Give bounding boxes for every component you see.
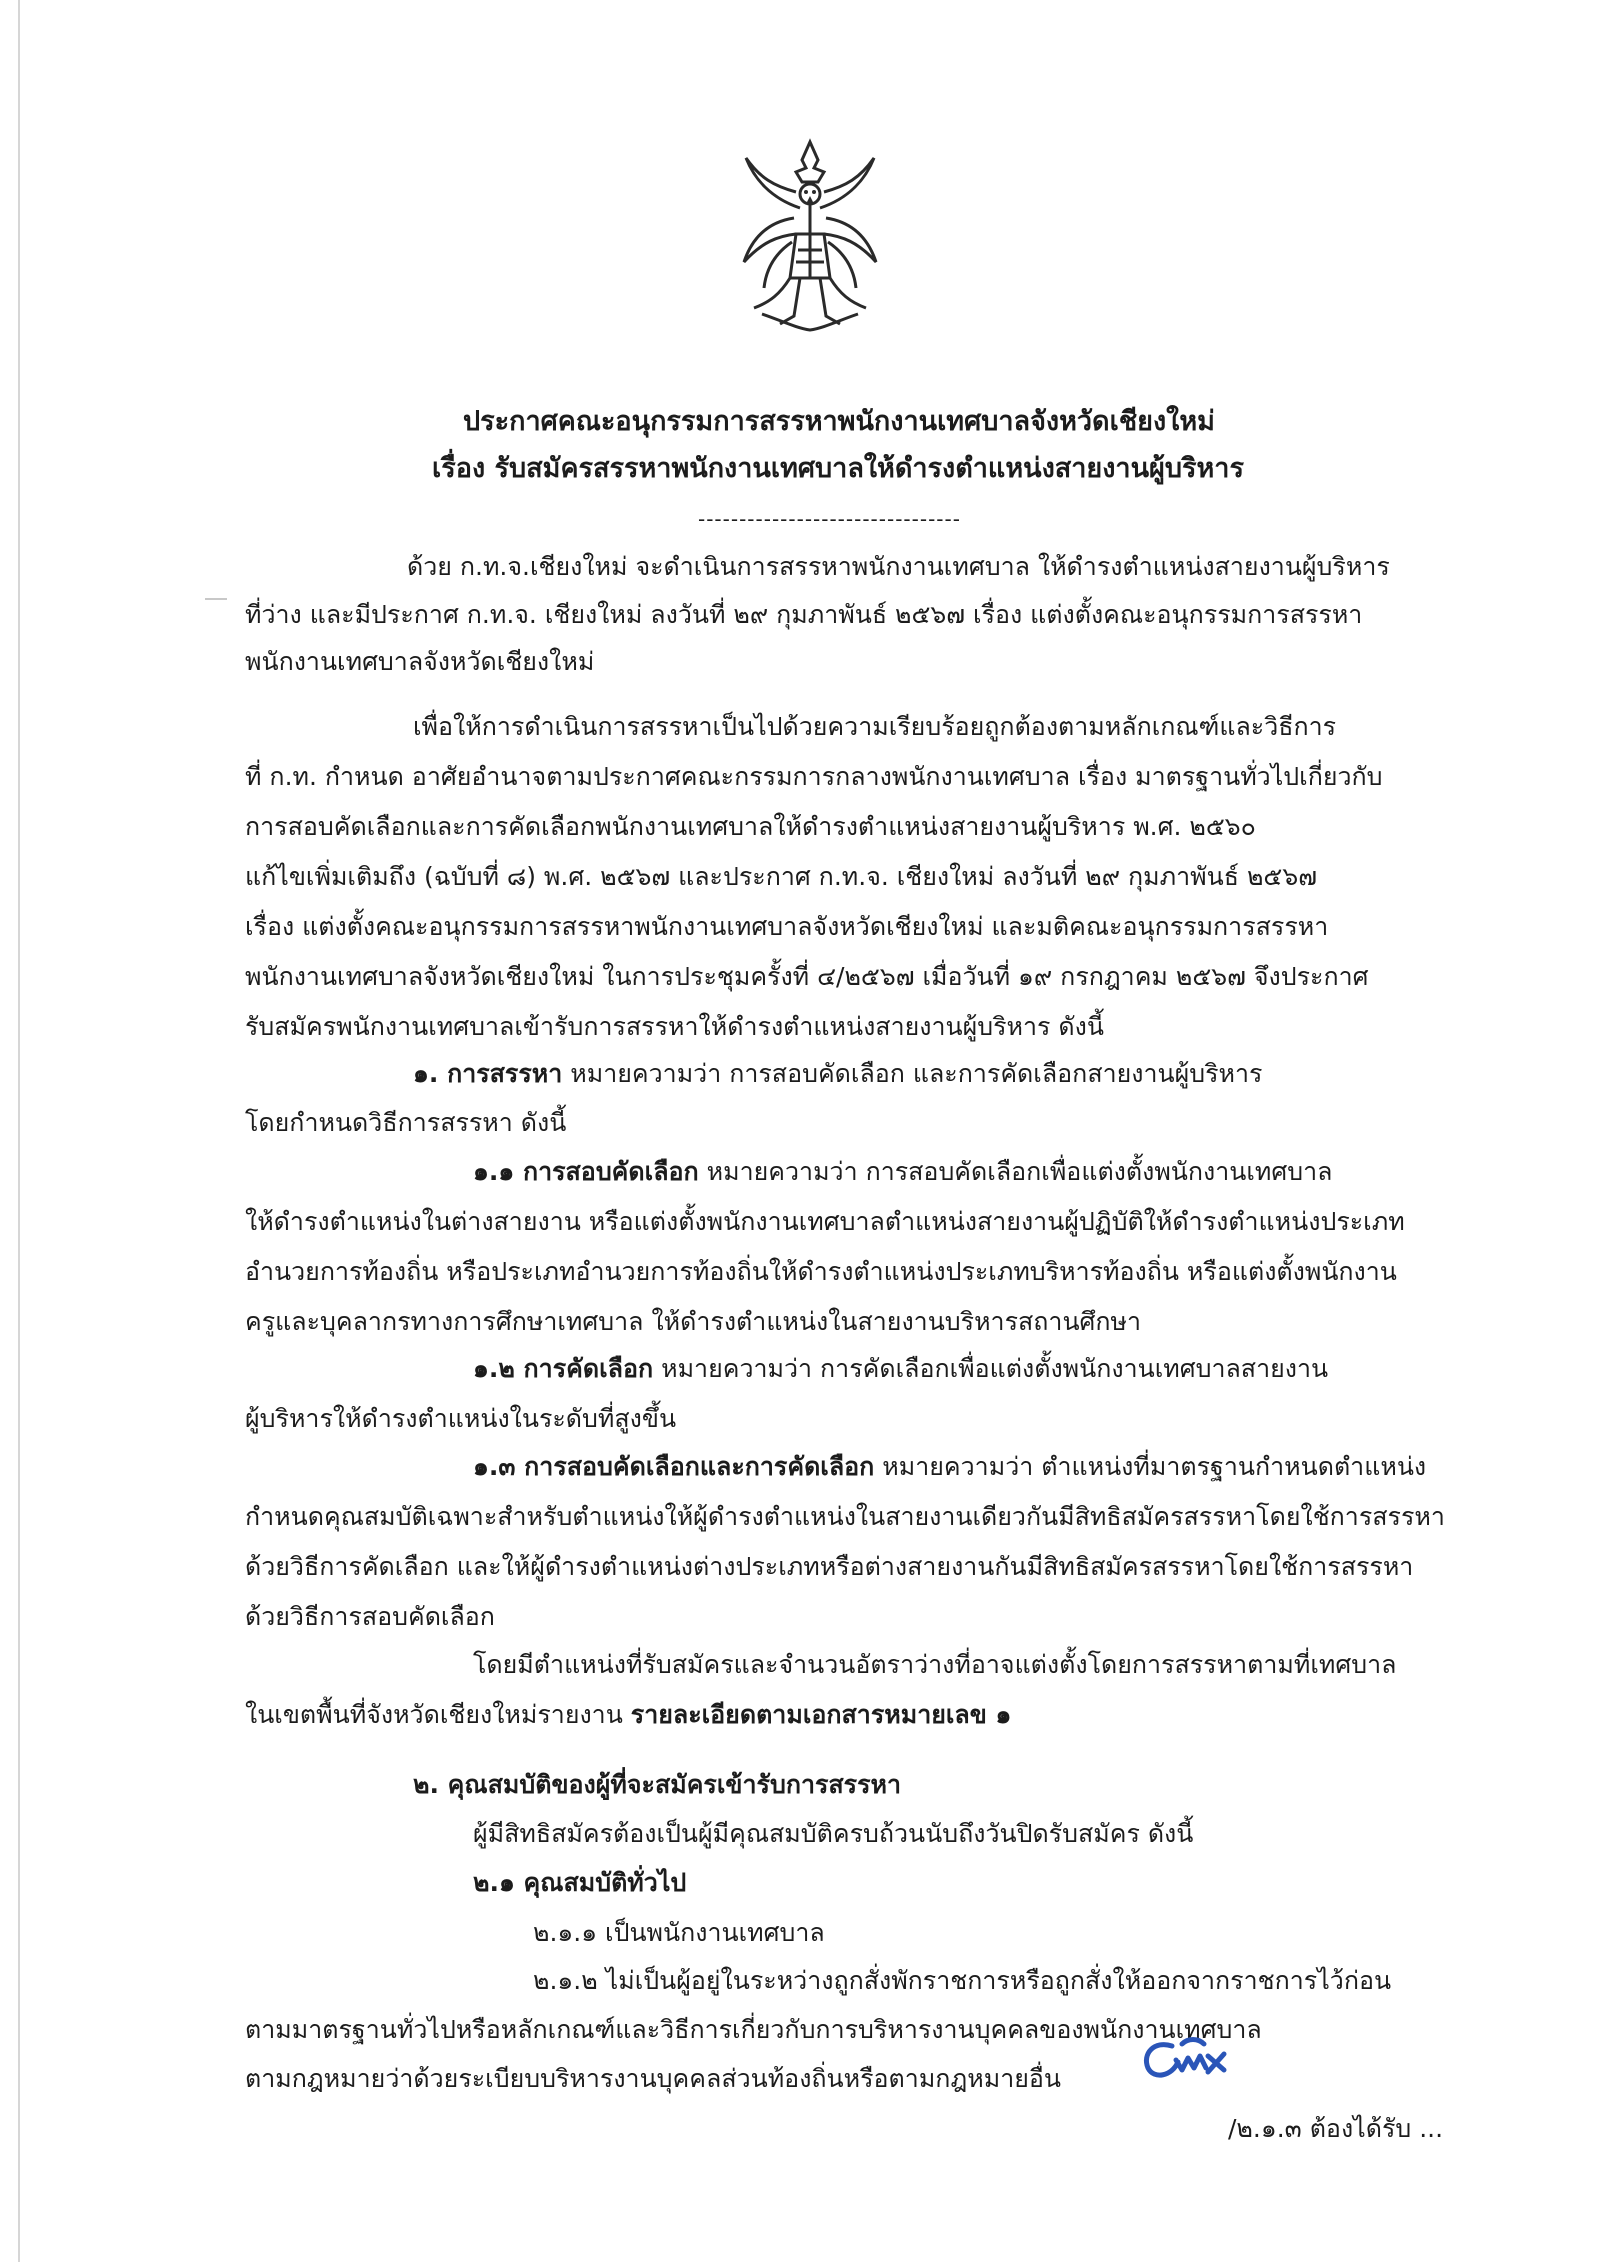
section-1-3-heading: ๑.๓ การสอบคัดเลือกและการคัดเลือก (473, 1452, 875, 1481)
intro-line: ที่ว่าง และมีประกาศ ก.ท.จ. เชียงใหม่ ลงวันที่ ๒๙ กุมภาพันธ์ ๒๕๖๗ เรื่อง แต่งตั้งคณะอนุกรรมการสรรหา (245, 600, 1363, 629)
scan-edge-line (18, 0, 20, 2262)
signature-initials-icon (1138, 2030, 1248, 2086)
paragraph-line: ที่ ก.ท. กำหนด อาศัยอำนาจตามประกาศคณะกรรมการกลางพนักงานเทศบาล เรื่อง มาตรฐานทั่วไปเกี่ยวกับ (245, 762, 1383, 791)
paragraph-line: การสอบคัดเลือกและการคัดเลือกพนักงานเทศบาลให้ดำรงตำแหน่งสายงานผู้บริหาร พ.ศ. ๒๕๖๐ (245, 812, 1256, 841)
section-1-1-line (473, 1155, 1333, 1189)
section-1-text: หมายความว่า การสอบคัดเลือก และการคัดเลือกสายงานผู้บริหาร (562, 1059, 1263, 1088)
section-1-3-line: ด้วยวิธีการคัดเลือก และให้ผู้ดำรงตำแหน่งต่างประเภทหรือต่างสายงานกันมีสิทธิสมัครสรรหาโดยใช้การสรรหา (245, 1552, 1414, 1581)
section-1-heading: ๑. การสรรหา (413, 1059, 563, 1088)
section-2-line: ผู้มีสิทธิสมัครต้องเป็นผู้มีคุณสมบัติครบถ้วนนับถึงวันปิดรับสมัคร ดังนี้ (473, 1819, 1194, 1848)
paragraph-line: เพื่อให้การดำเนินการสรรหาเป็นไปด้วยความเรียบร้อยถูกต้องตามหลักเกณฑ์และวิธีการ (413, 712, 1337, 741)
intro-line: ด้วย ก.ท.จ.เชียงใหม่ จะดำเนินการสรรหาพนักงานเทศบาล ให้ดำรงตำแหน่งสายงานผู้บริหาร (407, 552, 1390, 581)
section-2-1-2-line: ๒.๑.๒ ไม่เป็นผู้อยู่ในระหว่างถูกสั่งพักราชการหรือถูกสั่งให้ออกจากราชการไว้ก่อน (533, 1966, 1392, 1995)
paragraph-line: พนักงานเทศบาลจังหวัดเชียงใหม่ ในการประชุมครั้งที่ ๔/๒๕๖๗ เมื่อวันที่ ๑๙ กรกฎาคม ๒๕๖๗ จึงประกาศ (245, 962, 1369, 991)
positions-text: ในเขตพื้นที่จังหวัดเชียงใหม่รายงาน (245, 1700, 631, 1729)
attachment-reference: รายละเอียดตามเอกสารหมายเลข ๑ (630, 1700, 1012, 1729)
section-2-1-heading: ๒.๑ คุณสมบัติทั่วไป (473, 1868, 687, 1897)
title-separator: -------------------------------- (698, 507, 961, 531)
section-2-1-2-line: ตามมาตรฐานทั่วไปหรือหลักเกณฑ์และวิธีการเกี่ยวกับการบริหารงานบุคคลของพนักงานเทศบาล (245, 2015, 1262, 2044)
section-2-heading: ๒. คุณสมบัติของผู้ที่จะสมัครเข้ารับการสรรหา (413, 1770, 902, 1799)
announcement-subject: เรื่อง รับสมัครสรรหาพนักงานเทศบาลให้ดำรงตำแหน่งสายงานผู้บริหาร (432, 453, 1244, 484)
section-1-1-heading: ๑.๑ การสอบคัดเลือก (473, 1157, 699, 1186)
page-continuation: /๒.๑.๓ ต้องได้รับ ... (1228, 2114, 1444, 2143)
section-1-1-line: ให้ดำรงตำแหน่งในต่างสายงาน หรือแต่งตั้งพนักงานเทศบาลตำแหน่งสายงานผู้ปฏิบัติให้ดำรงตำแหน่งประเภท (245, 1207, 1405, 1236)
positions-line: โดยมีตำแหน่งที่รับสมัครและจำนวนอัตราว่างที่อาจแต่งตั้งโดยการสรรหาตามที่เทศบาล (473, 1650, 1397, 1679)
section-1-2-line: ผู้บริหารให้ดำรงตำแหน่งในระดับที่สูงขึ้น (245, 1404, 677, 1433)
section-1-1-line: อำนวยการท้องถิ่น หรือประเภทอำนวยการท้องถิ่นให้ดำรงตำแหน่งประเภทบริหารท้องถิ่น หรือแต่งตั้งพนักงาน (245, 1257, 1397, 1286)
announcement-title: ประกาศคณะอนุกรรมการสรรหาพนักงานเทศบาลจังหวัดเชียงใหม่ (463, 406, 1215, 437)
section-1-line (413, 1057, 1262, 1091)
section-2-1-1-line: ๒.๑.๑ เป็นพนักงานเทศบาล (533, 1918, 825, 1947)
paragraph-line: แก้ไขเพิ่มเติมถึง (ฉบับที่ ๘) พ.ศ. ๒๕๖๗ และประกาศ ก.ท.จ. เชียงใหม่ ลงวันที่ ๒๙ กุมภาพันธ์ ๒๕๖๗ (245, 862, 1318, 891)
section-1-3-text: หมายความว่า ตำแหน่งที่มาตรฐานกำหนดตำแหน่ง (874, 1452, 1427, 1481)
section-1-2-text: หมายความว่า การคัดเลือกเพื่อแต่งตั้งพนักงานเทศบาลสายงาน (653, 1354, 1329, 1383)
section-1-3-line: ด้วยวิธีการสอบคัดเลือก (245, 1602, 495, 1631)
section-1-2-heading: ๑.๒ การคัดเลือก (473, 1354, 654, 1383)
intro-line: พนักงานเทศบาลจังหวัดเชียงใหม่ (245, 647, 595, 676)
positions-line (245, 1698, 1011, 1732)
paragraph-line: รับสมัครพนักงานเทศบาลเข้ารับการสรรหาให้ดำรงตำแหน่งสายงานผู้บริหาร ดังนี้ (245, 1012, 1104, 1041)
section-1-3-line (473, 1450, 1426, 1484)
section-1-1-line: ครูและบุคลากรทางการศึกษาเทศบาล ให้ดำรงตำแหน่งในสายงานบริหารสถานศึกษา (245, 1307, 1142, 1336)
paragraph-line: เรื่อง แต่งตั้งคณะอนุกรรมการสรรหาพนักงานเทศบาลจังหวัดเชียงใหม่ และมติคณะอนุกรรมการสรรหา (245, 912, 1329, 941)
scan-mark (205, 598, 227, 600)
garuda-emblem-icon (740, 138, 880, 334)
section-2-1-2-line: ตามกฎหมายว่าด้วยระเบียบบริหารงานบุคคลส่วนท้องถิ่นหรือตามกฎหมายอื่น (245, 2064, 1061, 2093)
section-1-3-line: กำหนดคุณสมบัติเฉพาะสำหรับตำแหน่งให้ผู้ดำรงตำแหน่งในสายงานเดียวกันมีสิทธิสมัครสรรหาโดยใช้การสรรหา (245, 1502, 1445, 1531)
section-1-1-text: หมายความว่า การสอบคัดเลือกเพื่อแต่งตั้งพนักงานเทศบาล (698, 1157, 1333, 1186)
section-1-line: โดยกำหนดวิธีการสรรหา ดังนี้ (245, 1108, 567, 1137)
section-1-2-line (473, 1352, 1328, 1386)
